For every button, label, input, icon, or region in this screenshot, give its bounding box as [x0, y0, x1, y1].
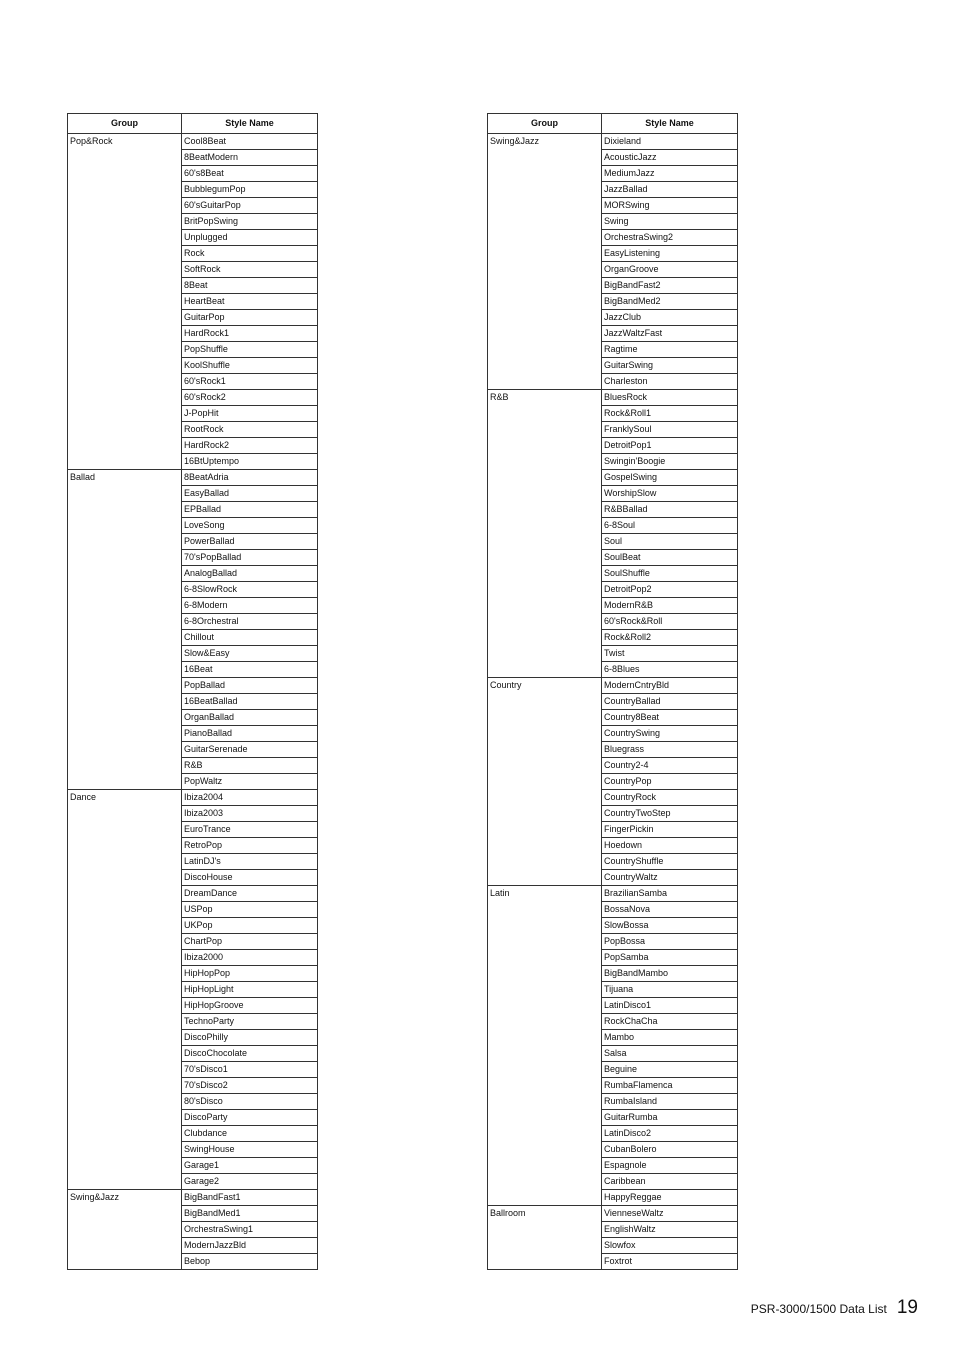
style-name-cell: Country8Beat [602, 710, 738, 726]
style-name-cell: Soul [602, 534, 738, 550]
style-name-cell: JazzClub [602, 310, 738, 326]
style-name-cell: Swingin'Boogie [602, 454, 738, 470]
style-name-cell: LoveSong [182, 518, 318, 534]
style-name-cell: FingerPickin [602, 822, 738, 838]
style-name-cell: HeartBeat [182, 294, 318, 310]
style-name-cell: BossaNova [602, 902, 738, 918]
style-name-cell: DiscoChocolate [182, 1046, 318, 1062]
style-name-cell: GuitarSwing [602, 358, 738, 374]
style-name-cell: CubanBolero [602, 1142, 738, 1158]
style-name-cell: DetroitPop1 [602, 438, 738, 454]
style-name-cell: 8BeatAdria [182, 470, 318, 486]
table-row [68, 1190, 318, 1206]
style-name-cell: MORSwing [602, 198, 738, 214]
style-name-cell: EasyBallad [182, 486, 318, 502]
group-cell: Pop&Rock [68, 134, 182, 470]
style-table-left-body [68, 134, 318, 1270]
group-cell: Dance [68, 790, 182, 1190]
table-row [488, 886, 738, 902]
style-name-cell: BrazilianSamba [602, 886, 738, 902]
style-name-cell: GuitarRumba [602, 1110, 738, 1126]
group-header: Group [488, 114, 602, 134]
style-name-cell: R&BBallad [602, 502, 738, 518]
style-name-cell: SoftRock [182, 262, 318, 278]
style-name-cell: OrchestraSwing2 [602, 230, 738, 246]
style-name-cell: PopWaltz [182, 774, 318, 790]
style-name-cell: BigBandMed2 [602, 294, 738, 310]
style-name-cell: Chillout [182, 630, 318, 646]
style-name-cell: RootRock [182, 422, 318, 438]
style-name-cell: PowerBallad [182, 534, 318, 550]
style-name-cell: HappyReggae [602, 1190, 738, 1206]
group-cell: Ballad [68, 470, 182, 790]
style-name-cell: EPBallad [182, 502, 318, 518]
style-name-cell: SoulBeat [602, 550, 738, 566]
style-name-cell: 16BeatBallad [182, 694, 318, 710]
group-header: Group [68, 114, 182, 134]
style-name-cell: HipHopGroove [182, 998, 318, 1014]
style-name-cell: FranklySoul [602, 422, 738, 438]
style-name-cell: 16Beat [182, 662, 318, 678]
page-number: 19 [896, 1297, 918, 1318]
style-table-right-body [488, 134, 738, 1270]
style-name-cell: BluesRock [602, 390, 738, 406]
style-name-cell: OrganGroove [602, 262, 738, 278]
style-name-cell: HipHopPop [182, 966, 318, 982]
style-name-cell: Mambo [602, 1030, 738, 1046]
style-name-cell: Clubdance [182, 1126, 318, 1142]
style-name-cell: BigBandFast1 [182, 1190, 318, 1206]
style-name-cell: DetroitPop2 [602, 582, 738, 598]
table-row [68, 134, 318, 150]
style-name-cell: BigBandMed1 [182, 1206, 318, 1222]
style-table-left [67, 113, 318, 1270]
style-name-cell: 6-8Soul [602, 518, 738, 534]
style-name-cell: Slowfox [602, 1238, 738, 1254]
style-name-cell: BritPopSwing [182, 214, 318, 230]
group-cell: Swing&Jazz [488, 134, 602, 390]
style-name-cell: Swing [602, 214, 738, 230]
group-cell: Ballroom [488, 1206, 602, 1270]
style-name-cell: OrchestraSwing1 [182, 1222, 318, 1238]
style-name-cell: ChartPop [182, 934, 318, 950]
style-name-cell: 6-8SlowRock [182, 582, 318, 598]
style-name-cell: BubblegumPop [182, 182, 318, 198]
style-name-cell: Garage1 [182, 1158, 318, 1174]
style-name-cell: USPop [182, 902, 318, 918]
table-row [488, 134, 738, 150]
style-name-cell: Bebop [182, 1254, 318, 1270]
style-name-cell: R&B [182, 758, 318, 774]
style-name-cell: 6-8Modern [182, 598, 318, 614]
style-name-cell: SlowBossa [602, 918, 738, 934]
style-name-cell: Ibiza2004 [182, 790, 318, 806]
table-header-row [488, 114, 738, 134]
style-name-cell: JazzBallad [602, 182, 738, 198]
style-name-cell: LatinDisco1 [602, 998, 738, 1014]
style-name-cell: CountryTwoStep [602, 806, 738, 822]
style-name-cell: WorshipSlow [602, 486, 738, 502]
style-name-cell: AnalogBallad [182, 566, 318, 582]
style-name-cell: Hoedown [602, 838, 738, 854]
style-name-cell: HardRock1 [182, 326, 318, 342]
style-name-cell: ModernJazzBld [182, 1238, 318, 1254]
style-name-cell: J-PopHit [182, 406, 318, 422]
document-title: PSR-3000/1500 Data List [750, 1302, 887, 1316]
style-name-cell: BigBandFast2 [602, 278, 738, 294]
style-name-cell: CountryShuffle [602, 854, 738, 870]
style-name-cell: Rock [182, 246, 318, 262]
style-name-cell: Rock&Roll1 [602, 406, 738, 422]
style-name-cell: Rock&Roll2 [602, 630, 738, 646]
style-name-cell: EnglishWaltz [602, 1222, 738, 1238]
style-name-cell: Cool8Beat [182, 134, 318, 150]
style-name-header: Style Name [182, 114, 318, 134]
style-name-cell: 6-8Blues [602, 662, 738, 678]
style-name-cell: SoulShuffle [602, 566, 738, 582]
style-name-cell: DiscoParty [182, 1110, 318, 1126]
style-name-cell: UKPop [182, 918, 318, 934]
style-table-right [487, 113, 738, 1270]
style-name-cell: GospelSwing [602, 470, 738, 486]
style-name-cell: DiscoPhilly [182, 1030, 318, 1046]
style-name-cell: PopShuffle [182, 342, 318, 358]
style-name-cell: Ibiza2003 [182, 806, 318, 822]
style-name-cell: KoolShuffle [182, 358, 318, 374]
style-name-cell: CountrySwing [602, 726, 738, 742]
table-row [488, 390, 738, 406]
style-name-cell: 60's8Beat [182, 166, 318, 182]
style-name-cell: 80'sDisco [182, 1094, 318, 1110]
style-name-cell: Foxtrot [602, 1254, 738, 1270]
style-name-cell: Slow&Easy [182, 646, 318, 662]
style-name-cell: GuitarSerenade [182, 742, 318, 758]
style-name-cell: BigBandMambo [602, 966, 738, 982]
style-name-cell: Country2-4 [602, 758, 738, 774]
style-name-header: Style Name [602, 114, 738, 134]
page-footer [751, 1297, 918, 1319]
style-name-cell: ModernCntryBld [602, 678, 738, 694]
style-name-cell: GuitarPop [182, 310, 318, 326]
style-name-cell: Ragtime [602, 342, 738, 358]
style-name-cell: Caribbean [602, 1174, 738, 1190]
style-name-cell: RumbaIsland [602, 1094, 738, 1110]
style-name-cell: CountryRock [602, 790, 738, 806]
style-name-cell: 60'sRock1 [182, 374, 318, 390]
style-name-cell: JazzWaltzFast [602, 326, 738, 342]
group-cell: Swing&Jazz [68, 1190, 182, 1270]
style-name-cell: HardRock2 [182, 438, 318, 454]
style-name-cell: PopBallad [182, 678, 318, 694]
style-name-cell: 8Beat [182, 278, 318, 294]
style-name-cell: Unplugged [182, 230, 318, 246]
style-name-cell: MediumJazz [602, 166, 738, 182]
style-name-cell: DreamDance [182, 886, 318, 902]
style-name-cell: 8BeatModern [182, 150, 318, 166]
style-name-cell: Garage2 [182, 1174, 318, 1190]
style-name-cell: RockChaCha [602, 1014, 738, 1030]
style-name-cell: EuroTrance [182, 822, 318, 838]
style-name-cell: PopSamba [602, 950, 738, 966]
style-name-cell: RetroPop [182, 838, 318, 854]
style-name-cell: SwingHouse [182, 1142, 318, 1158]
style-name-cell: AcousticJazz [602, 150, 738, 166]
style-name-cell: Bluegrass [602, 742, 738, 758]
style-name-cell: 70'sDisco2 [182, 1078, 318, 1094]
group-cell: Latin [488, 886, 602, 1206]
group-cell: Country [488, 678, 602, 886]
table-row [488, 678, 738, 694]
style-name-cell: OrganBallad [182, 710, 318, 726]
style-name-cell: CountryPop [602, 774, 738, 790]
style-name-cell: 16BtUptempo [182, 454, 318, 470]
style-name-cell: PopBossa [602, 934, 738, 950]
style-name-cell: Salsa [602, 1046, 738, 1062]
style-name-cell: 60'sGuitarPop [182, 198, 318, 214]
style-name-cell: Beguine [602, 1062, 738, 1078]
style-name-cell: Charleston [602, 374, 738, 390]
style-name-cell: RumbaFlamenca [602, 1078, 738, 1094]
style-name-cell: 70'sDisco1 [182, 1062, 318, 1078]
style-name-cell: 60'sRock2 [182, 390, 318, 406]
style-name-cell: ModernR&B [602, 598, 738, 614]
style-name-cell: DiscoHouse [182, 870, 318, 886]
style-name-cell: LatinDJ's [182, 854, 318, 870]
style-name-cell: Ibiza2000 [182, 950, 318, 966]
style-name-cell: Twist [602, 646, 738, 662]
style-name-cell: EasyListening [602, 246, 738, 262]
table-header-row [68, 114, 318, 134]
table-row [68, 470, 318, 486]
style-name-cell: Dixieland [602, 134, 738, 150]
style-name-cell: TechnoParty [182, 1014, 318, 1030]
style-name-cell: 70'sPopBallad [182, 550, 318, 566]
table-row [68, 790, 318, 806]
style-name-cell: 6-8Orchestral [182, 614, 318, 630]
style-name-cell: LatinDisco2 [602, 1126, 738, 1142]
group-cell: R&B [488, 390, 602, 678]
style-name-cell: 60'sRock&Roll [602, 614, 738, 630]
style-name-cell: Tijuana [602, 982, 738, 998]
style-name-cell: CountryWaltz [602, 870, 738, 886]
style-name-cell: HipHopLight [182, 982, 318, 998]
style-name-cell: PianoBallad [182, 726, 318, 742]
style-name-cell: VienneseWaltz [602, 1206, 738, 1222]
style-name-cell: CountryBallad [602, 694, 738, 710]
style-name-cell: Espagnole [602, 1158, 738, 1174]
table-row [488, 1206, 738, 1222]
